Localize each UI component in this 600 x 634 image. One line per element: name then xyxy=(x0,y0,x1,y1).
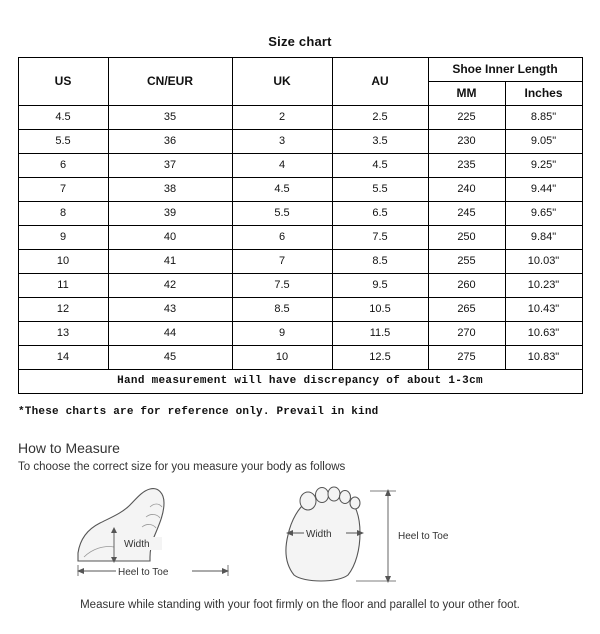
cell-mm: 235 xyxy=(428,154,505,178)
foot-measurement-diagram xyxy=(18,477,582,595)
cell-us: 13 xyxy=(18,322,108,346)
cell-inches: 10.03" xyxy=(505,250,582,274)
cell-uk: 4 xyxy=(232,154,332,178)
cell-us: 8 xyxy=(18,202,108,226)
size-chart-table xyxy=(18,57,583,394)
cell-uk: 8.5 xyxy=(232,298,332,322)
cell-inches: 9.25" xyxy=(505,154,582,178)
table-row xyxy=(18,226,582,250)
cell-au: 3.5 xyxy=(332,130,428,154)
table-row xyxy=(18,298,582,322)
cell-us: 6 xyxy=(18,154,108,178)
cell-inches: 10.43" xyxy=(505,298,582,322)
cell-inches: 10.23" xyxy=(505,274,582,298)
cell-cn: 37 xyxy=(108,154,232,178)
cell-inches: 9.84" xyxy=(505,226,582,250)
cell-mm: 250 xyxy=(428,226,505,250)
how-to-measure-heading: How to Measure xyxy=(18,440,120,456)
table-row xyxy=(18,154,582,178)
column-header-us: US xyxy=(18,58,108,106)
cell-au: 7.5 xyxy=(332,226,428,250)
cell-mm: 255 xyxy=(428,250,505,274)
cell-mm: 270 xyxy=(428,322,505,346)
column-header-inches: Inches xyxy=(505,82,582,106)
hand-measurement-note: Hand measurement will have discrepancy of about 1-3cm xyxy=(18,370,582,394)
cell-au: 10.5 xyxy=(332,298,428,322)
cell-inches: 9.65" xyxy=(505,202,582,226)
cell-au: 5.5 xyxy=(332,178,428,202)
size-chart-page xyxy=(0,34,600,634)
cell-au: 2.5 xyxy=(332,106,428,130)
cell-us: 12 xyxy=(18,298,108,322)
table-row xyxy=(18,274,582,298)
side-view-length-label: Heel to Toe xyxy=(118,567,169,578)
cell-cn: 35 xyxy=(108,106,232,130)
cell-mm: 275 xyxy=(428,346,505,370)
cell-mm: 240 xyxy=(428,178,505,202)
table-row xyxy=(18,250,582,274)
table-row xyxy=(18,178,582,202)
how-to-measure-subheading: To choose the correct size for you measure your body as follows xyxy=(18,461,346,473)
cell-cn: 40 xyxy=(108,226,232,250)
cell-uk: 5.5 xyxy=(232,202,332,226)
cell-us: 5.5 xyxy=(18,130,108,154)
cell-au: 12.5 xyxy=(332,346,428,370)
column-header-uk: UK xyxy=(232,58,332,106)
cell-us: 10 xyxy=(18,250,108,274)
cell-cn: 39 xyxy=(108,202,232,226)
cell-uk: 6 xyxy=(232,226,332,250)
how-to-measure-section xyxy=(18,440,582,473)
table-row xyxy=(18,202,582,226)
table-header xyxy=(18,58,582,106)
cell-inches: 9.44" xyxy=(505,178,582,202)
table-body xyxy=(18,106,582,394)
cell-us: 4.5 xyxy=(18,106,108,130)
cell-cn: 43 xyxy=(108,298,232,322)
cell-cn: 38 xyxy=(108,178,232,202)
cell-uk: 7.5 xyxy=(232,274,332,298)
cell-inches: 10.83" xyxy=(505,346,582,370)
cell-uk: 7 xyxy=(232,250,332,274)
table-row xyxy=(18,106,582,130)
cell-cn: 44 xyxy=(108,322,232,346)
cell-mm: 265 xyxy=(428,298,505,322)
footer-note: Measure while standing with your foot firmly on the floor and parallel to your other foot. xyxy=(80,599,520,611)
cell-cn: 36 xyxy=(108,130,232,154)
cell-us: 9 xyxy=(18,226,108,250)
cell-us: 14 xyxy=(18,346,108,370)
top-view-width-label: Width xyxy=(306,529,332,540)
cell-mm: 230 xyxy=(428,130,505,154)
cell-inches: 9.05" xyxy=(505,130,582,154)
cell-au: 6.5 xyxy=(332,202,428,226)
reference-note: *These charts are for reference only. Prevail in kind xyxy=(18,406,379,418)
cell-au: 9.5 xyxy=(332,274,428,298)
cell-cn: 42 xyxy=(108,274,232,298)
cell-cn: 45 xyxy=(108,346,232,370)
column-header-mm: MM xyxy=(428,82,505,106)
table-row xyxy=(18,322,582,346)
cell-uk: 3 xyxy=(232,130,332,154)
cell-au: 8.5 xyxy=(332,250,428,274)
side-view-width-label: Width xyxy=(124,539,150,550)
cell-uk: 9 xyxy=(232,322,332,346)
top-view-length-label: Heel to Toe xyxy=(398,531,449,542)
side-view-foot-illustration xyxy=(78,489,164,561)
cell-uk: 4.5 xyxy=(232,178,332,202)
cell-mm: 225 xyxy=(428,106,505,130)
cell-au: 11.5 xyxy=(332,322,428,346)
column-header-au: AU xyxy=(332,58,428,106)
table-row xyxy=(18,346,582,370)
cell-inches: 10.63" xyxy=(505,322,582,346)
table-row xyxy=(18,130,582,154)
column-header-cn-eur: CN/EUR xyxy=(108,58,232,106)
cell-us: 7 xyxy=(18,178,108,202)
page-title: Size chart xyxy=(268,34,332,49)
cell-uk: 10 xyxy=(232,346,332,370)
side-view-length-dimension xyxy=(77,564,229,578)
column-header-shoe-inner-length: Shoe Inner Length xyxy=(428,58,582,82)
top-view-length-dimension xyxy=(356,489,476,583)
cell-cn: 41 xyxy=(108,250,232,274)
cell-mm: 260 xyxy=(428,274,505,298)
cell-us: 11 xyxy=(18,274,108,298)
measurement-diagrams xyxy=(18,477,582,595)
cell-au: 4.5 xyxy=(332,154,428,178)
table-footer-row xyxy=(18,370,582,394)
cell-inches: 8.85" xyxy=(505,106,582,130)
cell-mm: 245 xyxy=(428,202,505,226)
cell-uk: 2 xyxy=(232,106,332,130)
